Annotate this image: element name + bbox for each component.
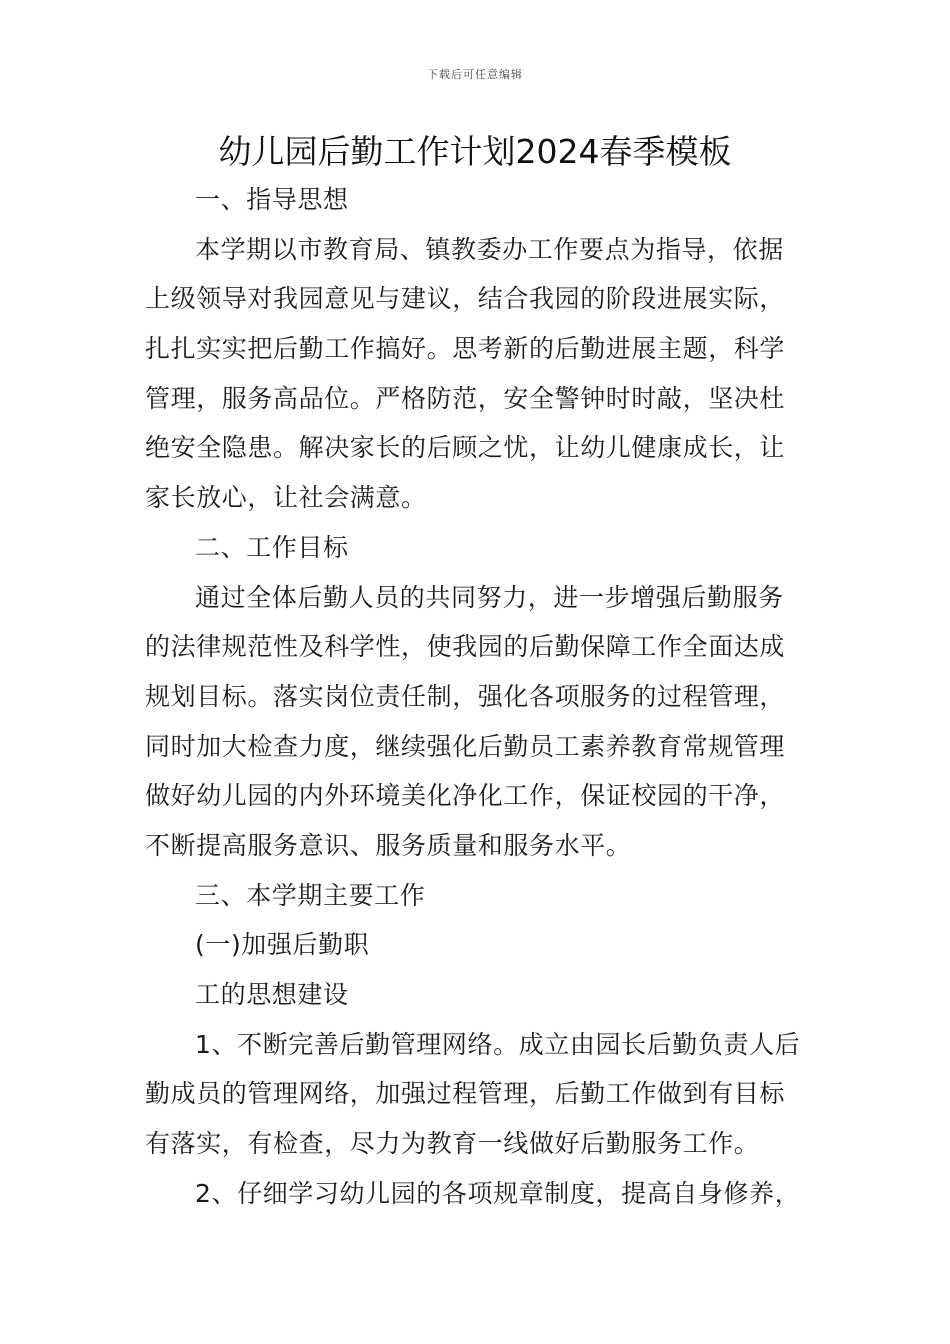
paragraph-line: 1、不断完善后勤管理网络。成立由园长后勤负责人后 [195,1029,801,1059]
paragraph-line: 做好幼儿园的内外环境美化净化工作，保证校园的干净， [145,781,786,811]
paragraph-line: 2、仔细学习幼儿园的各项规章制度，提高自身修养， [195,1178,801,1208]
subsection-heading: 工的思想建设 [195,980,349,1009]
paragraph-line: 有落实，有检查，尽力为教育一线做好后勤服务工作。 [145,1129,760,1159]
paragraph-line: 扎扎实实把后勤工作搞好。思考新的后勤进展主题，科学 [145,334,786,364]
paragraph-line: 管理，服务高品位。严格防范，安全警钟时时敲，坚决杜 [145,383,786,413]
paragraph-line: 的法律规范性及科学性，使我园的后勤保障工作全面达成 [145,632,786,662]
section-heading: 一、指导思想 [195,185,349,214]
paragraph-line: 家长放心，让社会满意。 [145,483,427,513]
paragraph-line: 上级领导对我园意见与建议，结合我园的阶段进展实际， [145,284,786,314]
paragraph-line: 通过全体后勤人员的共同努力，进一步增强后勤服务 [195,582,784,612]
section-heading: 二、工作目标 [195,532,349,562]
paragraph-line: 勤成员的管理网络，加强过程管理，后勤工作做到有目标 [145,1079,786,1109]
subsection-heading: (一)加强后勤职 [195,930,370,960]
document-body [145,175,810,1218]
header-note: 下载后可任意编辑 [427,68,523,81]
paragraph-line: 绝安全隐患。解决家长的后顾之忧，让幼儿健康成长，让 [145,433,786,463]
paragraph-line: 不断提高服务意识、服务质量和服务水平。 [145,830,632,860]
paragraph-line: 规划目标。落实岗位责任制，强化各项服务的过程管理， [145,681,786,711]
section-heading: 三、本学期主要工作 [195,880,426,910]
document-title: 幼儿园后勤工作计划2024春季模板 [218,132,732,171]
paragraph-line: 同时加大检查力度，继续强化后勤员工素养教育常规管理 [145,731,786,761]
paragraph-line: 本学期以市教育局、镇教委办工作要点为指导，依据 [195,234,784,264]
